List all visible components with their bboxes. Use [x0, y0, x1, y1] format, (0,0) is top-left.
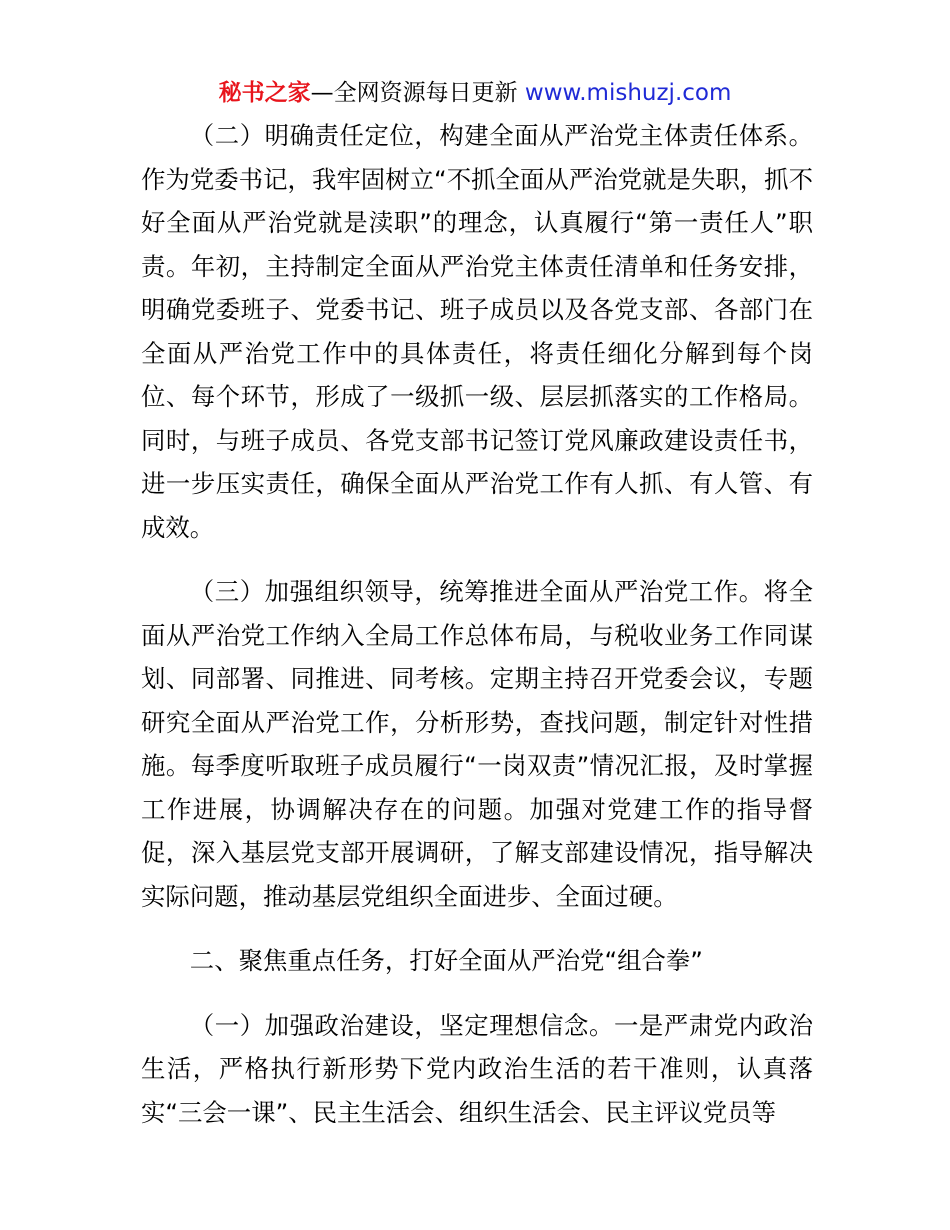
header-tagline: —全网资源每日更新: [310, 80, 518, 106]
page-header: [0, 76, 950, 110]
paragraph-responsibility: （二）明确责任定位，构建全面从严治党主体责任体系。作为党委书记，我牢固树立“不抓全面从严治党就是失职，抓不好全面从严治党就是渎职”的理念，认真履行“第一责任人”职责。年初，主持制定全面从严治党主体责任清单和任务安排，明确党委班子、党委书记、班子成员以及各党支部、各部门在全面从严治党工作中的具体责任，将责任细化分解到每个岗位、每个环节，形成了一级抓一级、层层抓落实的工作格局。同时，与班子成员、各党支部书记签订党风廉政建设责任书，进一步压实责任，确保全面从严治党工作有人抓、有人管、有成效。: [141, 121, 813, 542]
document-body: [141, 114, 813, 1134]
paragraph-political-building: （一）加强政治建设，坚定理想信念。一是严肃党内政治生活，严格执行新形势下党内政治生活的若干准则，认真落实“三会一课”、民主生活会、组织生活会、民主评议党员等: [141, 1010, 813, 1127]
brand-name: 秘书之家: [218, 80, 311, 106]
section-heading: 二、聚焦重点任务，打好全面从严治党“组合拳”: [189, 946, 703, 975]
paragraph-leadership: （三）加强组织领导，统筹推进全面从严治党工作。将全面从严治党工作纳入全局工作总体布局，与税收业务工作同谋划、同部署、同推进、同考核。定期主持召开党委会议，专题研究全面从严治党工作，分析形势，查找问题，制定针对性措施。每季度听取班子成员履行“一岗双责”情况汇报，及时掌握工作进展，协调解决存在的问题。加强对党建工作的指导督促，深入基层党支部开展调研，了解支部建设情况，指导解决实际问题，推动基层党组织全面进步、全面过硬。: [141, 577, 813, 911]
site-url-link[interactable]: www.mishuzj.com: [524, 80, 732, 106]
